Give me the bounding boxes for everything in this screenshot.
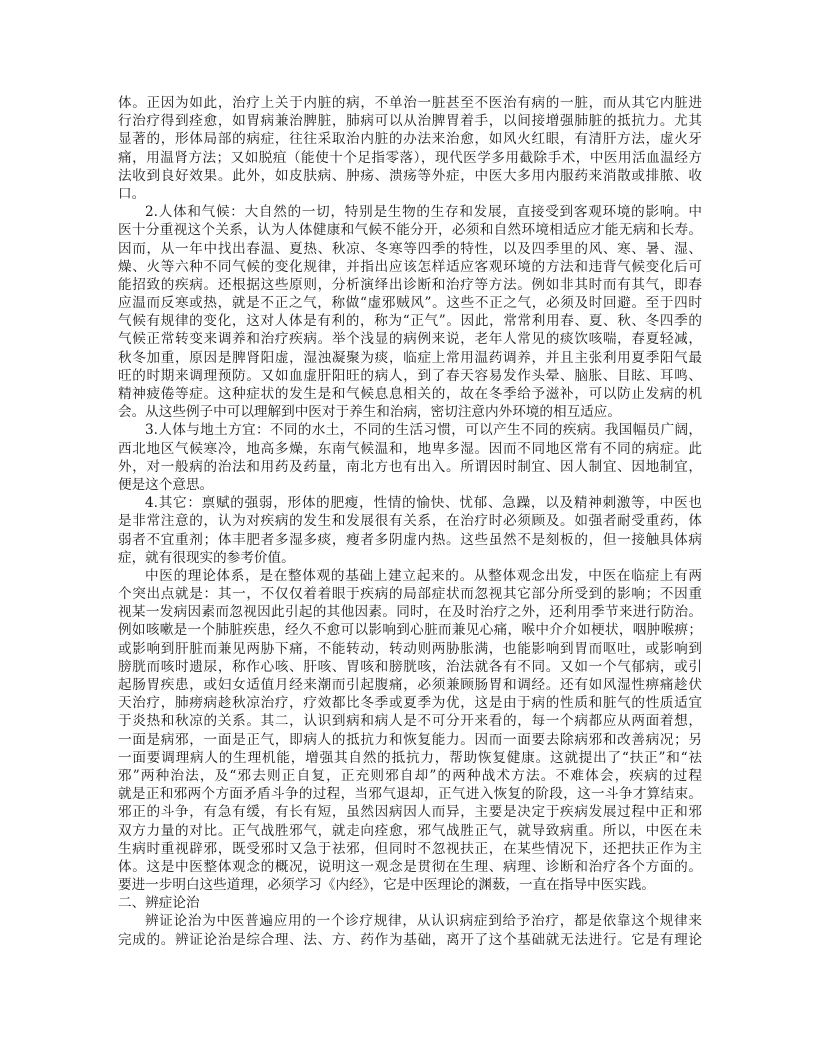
text-line: 天治疗，肺痨病趁秋凉治疗，疗效都比冬季或夏季为优，这是由于病的性质和脏气的性质适宜	[118, 695, 702, 712]
text-line: 中医的理论体系，是在整体观的基础上建立起来的。从整体观念出发，中医在临症上有两	[145, 567, 702, 584]
text-line: 会。从这些例子中可以理解到中医对于养生和治病，密切注意内外环境的相互适应。	[118, 404, 621, 421]
paragraph	[118, 912, 702, 948]
text-line: 行治疗得到痊愈，如胃病兼治脾脏，肺病可以从治脾胃着手，以间接增强肺脏的抵抗力。尤其	[118, 113, 702, 130]
text-line: 燥、火等六种不同气候的变化规律，并指出应该怎样适应客观环境的方法和违背气候变化后可	[118, 258, 702, 275]
text-line: 就是正和邪两个方面矛盾斗争的过程，当邪气退却，正气进入恢复的阶段，这一斗争才算结束。	[118, 786, 702, 803]
paragraph	[118, 567, 702, 894]
text-line: 要进一步明白这些道理，必须学习《内经》，它是中医理论的渊薮，一直在指导中医实践。	[118, 877, 655, 894]
text-line: 法收到良好效果。此外，如皮肤病、肿疡、溃疡等外症，中医大多用内服药来消散或排脓、收	[118, 167, 702, 184]
text-line: 西北地区气候寒冷，地高多燥，东南气候温和，地卑多湿。因而不同地区常有不同的病症。此	[118, 440, 702, 457]
text-line: 邪”两种治法，及“邪去则正自复，正充则邪自却”的两种战术方法。不难体会，疾病的过程	[118, 767, 702, 784]
text-line: 显著的，形体局部的病症，往往采取治内脏的办法来治愈，如风火红眼，有清肝方法，虚火牙	[118, 131, 702, 148]
text-line: 3.人体与地土方宜：不同的水土，不同的生活习惯，可以产生不同的疾病。我国幅员广阔，	[145, 422, 702, 439]
text-line: 或影响到肝脏而兼见两胁下痛，不能转动，转动则两胁胀满，也能影响到胃而呕吐，或影响到	[118, 640, 702, 657]
paragraph	[118, 421, 702, 494]
text-line: 辨证论治为中医普遍应用的一个诊疗规律，从认识病症到给予治疗，都是依靠这个规律来	[145, 913, 702, 930]
document-body	[118, 94, 702, 949]
text-line: 起肠胃疾患，或妇女适值月经来潮而引起腹痛，必须兼顾肠胃和调经。还有如风湿性痹痛趁伏	[118, 677, 702, 693]
paragraph	[118, 94, 702, 203]
text-line: 二、辨症论治	[118, 895, 200, 912]
text-line: 于炎热和秋凉的关系。其二，认识到病和病人是不可分开来看的，每一个病都应从两面着想，	[118, 713, 702, 730]
text-line: 弱者不宜重剂；体丰肥者多湿多痰，瘦者多阴虚内热。这些虽然不是刻板的，但一接触具体病	[118, 531, 702, 548]
text-line: 秋冬加重，原因是脾肾阳虚，湿浊凝聚为痰，临症上常用温药调养，并且主张利用夏季阳气最	[118, 349, 702, 366]
text-line: 一面是病邪，一面是正气，即病人的抵抗力和恢复能力。因而一面要去除病邪和改善病况；另	[118, 731, 702, 748]
text-line: 体。这是中医整体观念的概况，说明这一观念是贯彻在生理、病理、诊断和治疗各个方面的。	[118, 858, 702, 875]
text-line: 因而，从一年中找出春温、夏热、秋凉、冬寒等四季的特性，以及四季里的风、寒、暑、湿、	[118, 240, 702, 257]
text-line: 旺的时期来调理预防。又如血虚肝阳旺的病人，到了春天容易发作头晕、脑胀、目眩、耳鸣、	[118, 367, 702, 384]
text-line: 4.其它：禀赋的强弱，形体的肥瘦，性情的愉快、忧郁、急躁，以及精神刺激等，中医也	[145, 495, 702, 512]
text-line: 医十分重视这个关系，认为人体健康和气候不能分开，必须和自然环境相适应才能无病和长寿。	[118, 222, 702, 239]
text-line: 双方力量的对比。正气战胜邪气，就走向痊愈，邪气战胜正气，就导致病重。所以，中医在未	[118, 822, 702, 839]
text-line: 症，就有很现实的参考价值。	[118, 549, 295, 566]
text-line: 外，对一般病的治法和用药及药量，南北方也有出入。所谓因时制宜、因人制宜、因地制宜，	[118, 458, 702, 475]
text-line: 膀胱而咳时遗尿，称作心咳、肝咳、胃咳和膀胱咳，治法就各有不同。又如一个气郁病，或引	[118, 658, 702, 675]
text-line: 视某一发病因素而忽视因此引起的其他因素。同时，在及时治疗之外，还利用季节来进行防治。	[118, 604, 702, 621]
text-line: 生病时重视辟邪，既受邪时又急于祛邪，但同时不忽视扶正，在某些情况下，还把扶正作为主	[118, 840, 702, 857]
text-line: 例如咳嗽是一个肺脏疾患，经久不愈可以影响到心脏而兼见心痛，喉中介介如梗状，咽肿喉痹；	[118, 622, 702, 639]
text-line: 气候有规律的变化，这对人体是有利的，称为“正气”。因此，常常利用春、夏、秋、冬四季的	[118, 313, 702, 330]
text-line: 2.人体和气候：大自然的一切，特别是生物的生存和发展，直接受到客观环境的影响。中	[145, 204, 702, 221]
text-line: 痛，用温肾方法；又如脱疽（能使十个足指零落），现代医学多用截除手术，中医用活血温经方	[118, 149, 702, 166]
text-line: 能招致的疾病。还根据这些原则，分析演绎出诊断和治疗等方法。例如非其时而有其气，即春	[118, 276, 702, 293]
text-line: 一面要调理病人的生理机能，增强其自然的抵抗力，帮助恢复健康。这就提出了“扶正”和“祛	[118, 749, 702, 766]
text-line: 气候正常转变来调养和治疗疾病。举个浅显的病例来说，老年人常见的痰饮咳喘，春夏轻减，	[118, 331, 702, 348]
text-line: 体。正因为如此，治疗上关于内脏的病，不单治一脏甚至不医治有病的一脏，而从其它内脏进	[118, 95, 702, 111]
paragraph	[118, 203, 702, 421]
text-line: 便是这个意思。	[118, 476, 214, 493]
paragraph	[118, 494, 702, 567]
text-line: 个突出点就是：其一，不仅仅着着眼于疾病的局部症状而忽视其它部分所受到的影响；不因重	[118, 586, 702, 603]
text-line: 精神疲倦等症。这种症状的发生是和气候息息相关的，故在冬季给予滋补，可以防止发病的机	[118, 386, 702, 402]
text-line: 口。	[118, 185, 146, 202]
text-line: 完成的。辨证论治是综合理、法、方、药作为基础，离开了这个基础就无法进行。它是有理论	[118, 931, 702, 948]
text-line: 是非常注意的，认为对疾病的发生和发展很有关系，在治疗时必须顾及。如强者耐受重药，体	[118, 513, 702, 530]
section-heading	[118, 894, 702, 912]
text-line: 应温而反寒或热，就是不正之气，称做“虚邪贼风”。这些不正之气，必须及时回避。至于四时	[118, 295, 702, 312]
text-line: 邪正的斗争，有急有缓，有长有短，虽然因病因人而异，主要是决定于疾病发展过程中正和邪	[118, 804, 702, 821]
